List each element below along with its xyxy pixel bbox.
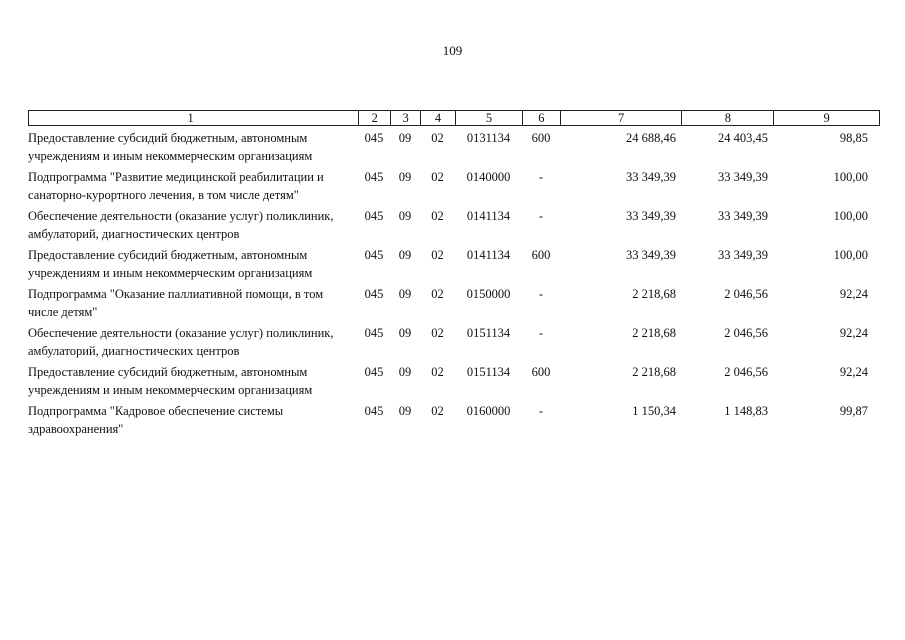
row-col-6: - bbox=[538, 404, 544, 418]
row-col-8: 33 349,39 bbox=[718, 248, 768, 262]
row-col-9: 92,24 bbox=[839, 326, 868, 340]
row-col-2: 045 bbox=[364, 326, 384, 340]
row-col-5: 0140000 bbox=[466, 170, 511, 184]
row-col-9: 100,00 bbox=[833, 170, 868, 184]
row-col-7: 2 218,68 bbox=[632, 365, 676, 379]
row-col-8: 33 349,39 bbox=[718, 170, 768, 184]
row-col-9: 98,85 bbox=[839, 131, 868, 145]
row-col-9: 92,24 bbox=[839, 287, 868, 301]
row-col-6: - bbox=[538, 326, 544, 340]
row-col-2: 045 bbox=[364, 209, 384, 223]
row-col-3: 09 bbox=[398, 170, 412, 184]
row-col-7: 2 218,68 bbox=[632, 326, 676, 340]
header-col-1: 1 bbox=[187, 111, 194, 125]
row-col-4: 02 bbox=[431, 209, 444, 223]
row-col-3: 09 bbox=[398, 248, 412, 262]
row-col-4: 02 bbox=[431, 326, 444, 340]
row-col-6: - bbox=[538, 209, 544, 223]
row-col-5: 0150000 bbox=[466, 287, 511, 301]
row-col-7: 1 150,34 bbox=[632, 404, 676, 418]
row-col-3: 09 bbox=[398, 287, 412, 301]
row-col-8: 24 403,45 bbox=[718, 131, 768, 145]
row-col-9: 100,00 bbox=[833, 209, 868, 223]
header-col-8: 8 bbox=[681, 111, 773, 125]
row-col-8: 2 046,56 bbox=[724, 365, 768, 379]
row-col-5: 0141134 bbox=[466, 209, 511, 223]
row-col-2: 045 bbox=[364, 248, 384, 262]
row-col-2: 045 bbox=[364, 287, 384, 301]
budget-table bbox=[28, 110, 880, 438]
row-name: Подпрограмма "Развитие медицинской реабилитации и санаторно-курортного лечения, в том числе детям" bbox=[28, 170, 324, 202]
row-col-5: 0131134 bbox=[466, 131, 511, 145]
table-row bbox=[28, 285, 880, 321]
row-col-8: 1 148,83 bbox=[724, 404, 768, 418]
row-col-3: 09 bbox=[398, 326, 412, 340]
row-col-3: 09 bbox=[398, 131, 412, 145]
table-row bbox=[28, 129, 880, 165]
row-col-2: 045 bbox=[364, 365, 384, 379]
row-col-8: 2 046,56 bbox=[724, 326, 768, 340]
header-col-9: 9 bbox=[773, 111, 879, 125]
row-col-5: 0141134 bbox=[466, 248, 511, 262]
row-col-4: 02 bbox=[431, 170, 444, 184]
row-col-3: 09 bbox=[398, 404, 412, 418]
row-col-3: 09 bbox=[398, 209, 412, 223]
row-col-2: 045 bbox=[364, 170, 384, 184]
row-col-4: 02 bbox=[431, 248, 444, 262]
row-name: Подпрограмма "Оказание паллиативной помощи, в том числе детям" bbox=[28, 287, 324, 319]
row-col-6: - bbox=[538, 170, 544, 184]
table-row bbox=[28, 402, 880, 438]
row-col-7: 24 688,46 bbox=[626, 131, 676, 145]
row-name: Предоставление субсидий бюджетным, автономным учреждениям и иным некоммерческим организациям bbox=[28, 248, 313, 280]
row-name: Обеспечение деятельности (оказание услуг) поликлиник, амбулаторий, диагностических центров bbox=[28, 209, 334, 241]
row-col-6: 600 bbox=[531, 248, 551, 262]
page-number: 109 bbox=[442, 43, 463, 58]
header-col-7: 7 bbox=[560, 111, 682, 125]
table-row bbox=[28, 324, 880, 360]
table-row bbox=[28, 246, 880, 282]
row-col-7: 33 349,39 bbox=[626, 209, 676, 223]
header-col-4: 4 bbox=[420, 111, 455, 125]
row-col-9: 100,00 bbox=[833, 248, 868, 262]
table-row bbox=[28, 168, 880, 204]
row-col-4: 02 bbox=[431, 365, 444, 379]
table-row bbox=[28, 363, 880, 399]
row-col-4: 02 bbox=[431, 287, 444, 301]
row-col-6: 600 bbox=[531, 365, 551, 379]
row-col-8: 2 046,56 bbox=[724, 287, 768, 301]
table-body bbox=[28, 129, 880, 438]
row-col-9: 92,24 bbox=[839, 365, 868, 379]
row-col-9: 99,87 bbox=[839, 404, 868, 418]
row-col-2: 045 bbox=[364, 131, 384, 145]
row-col-6: 600 bbox=[531, 131, 551, 145]
row-name: Подпрограмма "Кадровое обеспечение системы здравоохранения" bbox=[28, 404, 284, 436]
row-col-4: 02 bbox=[431, 131, 444, 145]
table-row bbox=[28, 207, 880, 243]
row-name: Предоставление субсидий бюджетным, автономным учреждениям и иным некоммерческим организациям bbox=[28, 131, 313, 163]
header-col-5: 5 bbox=[455, 111, 522, 125]
row-col-5: 0160000 bbox=[466, 404, 511, 418]
row-col-7: 33 349,39 bbox=[626, 170, 676, 184]
header-col-3: 3 bbox=[390, 111, 420, 125]
row-col-4: 02 bbox=[431, 404, 444, 418]
row-col-7: 2 218,68 bbox=[632, 287, 676, 301]
row-col-3: 09 bbox=[398, 365, 412, 379]
row-col-5: 0151134 bbox=[466, 326, 511, 340]
row-col-7: 33 349,39 bbox=[626, 248, 676, 262]
row-col-6: - bbox=[538, 287, 544, 301]
row-col-2: 045 bbox=[364, 404, 384, 418]
row-col-8: 33 349,39 bbox=[718, 209, 768, 223]
row-name: Предоставление субсидий бюджетным, автономным учреждениям и иным некоммерческим организациям bbox=[28, 365, 313, 397]
header-col-6: 6 bbox=[522, 111, 560, 125]
header-col-2: 2 bbox=[358, 111, 390, 125]
table-header bbox=[28, 110, 880, 126]
row-col-5: 0151134 bbox=[466, 365, 511, 379]
row-name: Обеспечение деятельности (оказание услуг) поликлиник, амбулаторий, диагностических центров bbox=[28, 326, 334, 358]
